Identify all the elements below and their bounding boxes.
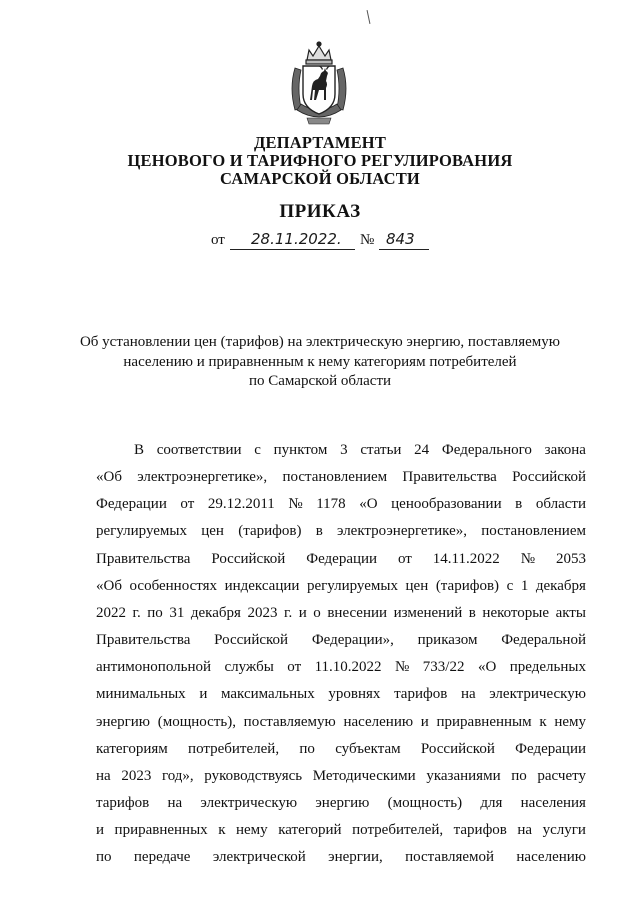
body-word: категориям xyxy=(96,740,168,757)
body-word: приказом xyxy=(417,632,478,649)
body-word: от xyxy=(287,659,302,676)
date-underline xyxy=(230,249,355,250)
body-word: в xyxy=(315,523,323,540)
body-word: ценообразовании xyxy=(391,496,502,513)
body-word: о xyxy=(313,604,321,621)
body-word: № xyxy=(520,550,535,567)
body-line xyxy=(96,736,586,763)
body-word: антимонопольной xyxy=(96,659,211,676)
body-word: по xyxy=(299,740,315,757)
body-word: В xyxy=(134,442,145,458)
body-word: и xyxy=(96,822,105,839)
body-word: индексации xyxy=(224,577,300,594)
body-word: и xyxy=(298,604,307,621)
subject-line: по Самарской области xyxy=(248,373,392,389)
body-word: 11.10.2022 xyxy=(314,659,382,676)
body-word: области xyxy=(535,496,586,513)
body-word: 2022 xyxy=(96,604,126,621)
body-word: с xyxy=(254,442,261,458)
body-word: электрическую xyxy=(489,686,586,703)
body-word: акты xyxy=(555,604,586,621)
date-prefix: от xyxy=(211,232,225,248)
body-word: нему xyxy=(236,822,268,839)
body-word: по xyxy=(511,767,527,784)
body-word: статьи xyxy=(360,442,402,458)
order-title: ПРИКАЗ xyxy=(279,201,361,222)
body-word: «Об xyxy=(96,469,122,486)
body-word: и xyxy=(420,713,429,730)
order-number: 843 xyxy=(386,230,415,248)
scan-mark xyxy=(367,10,371,24)
body-line xyxy=(96,573,586,600)
body-line xyxy=(96,437,586,464)
order-dateline xyxy=(0,230,640,252)
body-word: (тарифов) xyxy=(238,523,302,540)
body-word: по xyxy=(147,604,163,621)
body-line xyxy=(96,546,586,573)
body-word: 3 xyxy=(340,442,348,458)
department-line-3: САМАРСКОЙ ОБЛАСТИ xyxy=(220,169,420,188)
order-body xyxy=(96,437,586,872)
body-word: (мощность), xyxy=(157,713,236,730)
body-line xyxy=(96,464,586,491)
body-word: по xyxy=(96,849,112,866)
body-word: год», xyxy=(161,767,194,784)
body-word: 2053 xyxy=(555,550,586,567)
body-word: Методическими xyxy=(312,767,416,784)
body-word: г. xyxy=(283,604,293,621)
body-line xyxy=(96,518,586,545)
body-line xyxy=(96,763,586,790)
body-word: цен xyxy=(405,577,429,594)
body-word: 2023 xyxy=(121,767,152,784)
body-word: потребителей, xyxy=(352,822,444,839)
body-word: № xyxy=(395,659,410,676)
body-word: на xyxy=(517,822,533,839)
body-word: электроэнергетике», xyxy=(337,523,467,540)
body-word: энергию xyxy=(96,713,151,730)
body-word: Правительства xyxy=(96,632,191,649)
subject-line: Об установлении цен (тарифов) на электрическую энергию, поставляемую xyxy=(79,334,561,350)
body-word: тарифов xyxy=(453,822,507,839)
body-word: 29.12.2011 xyxy=(207,496,275,513)
body-word: № xyxy=(288,496,303,513)
body-word: тарифов xyxy=(394,686,448,703)
body-word: руководствуясь xyxy=(204,767,303,784)
body-word: закона xyxy=(544,442,586,458)
body-word: электрическую xyxy=(200,795,298,812)
body-word: «О xyxy=(477,659,497,676)
body-word: внесении xyxy=(327,604,388,621)
body-line xyxy=(96,817,586,844)
body-word: от xyxy=(398,550,412,567)
body-word: энергию xyxy=(315,795,370,812)
body-line xyxy=(96,681,586,708)
body-line xyxy=(96,627,586,654)
body-word: для xyxy=(480,795,503,812)
body-word: электрической xyxy=(212,849,306,866)
body-word: Правительства xyxy=(402,469,497,486)
body-word: соответствии xyxy=(156,442,242,458)
body-line xyxy=(96,600,586,627)
body-word: и xyxy=(199,686,208,703)
body-word: уровнях xyxy=(328,686,381,703)
body-word: цен xyxy=(201,523,224,540)
body-word: в xyxy=(515,496,523,513)
body-word: регулируемых xyxy=(96,523,187,540)
body-word: с xyxy=(506,577,514,594)
body-word: Федерации», xyxy=(311,632,394,649)
body-line xyxy=(96,709,586,736)
body-word: декабря xyxy=(535,577,586,594)
body-word: передаче xyxy=(133,849,191,866)
body-word: (мощность) xyxy=(387,795,463,812)
number-underline xyxy=(379,249,429,250)
body-word: 733/22 xyxy=(422,659,465,676)
body-word: Правительства xyxy=(96,550,191,567)
body-word: (тарифов) xyxy=(435,577,500,594)
body-word: услуги xyxy=(542,822,586,839)
body-line xyxy=(96,844,586,871)
body-word: тарифов xyxy=(96,795,150,812)
body-word: особенностях xyxy=(129,577,217,594)
body-word: 2023 xyxy=(247,604,278,621)
body-word: субъектам xyxy=(335,740,401,757)
body-word: на xyxy=(167,795,183,812)
body-word: пунктом xyxy=(273,442,328,458)
department-line-2: ЦЕНОВОГО И ТАРИФНОГО РЕГУЛИРОВАНИЯ xyxy=(127,151,513,170)
body-word: 14.11.2022 xyxy=(432,550,500,567)
body-word: постановлением xyxy=(282,469,388,486)
body-word: расчету xyxy=(537,767,586,784)
body-word: декабря xyxy=(190,604,241,621)
body-word: категорий xyxy=(278,822,342,839)
order-subject xyxy=(70,333,570,392)
body-word: к xyxy=(218,822,226,839)
coat-of-arms-icon xyxy=(285,38,353,126)
department-line-1: ДЕПАРТАМЕНТ xyxy=(253,133,387,152)
body-word: 1178 xyxy=(316,496,346,513)
body-word: приравненным xyxy=(436,713,532,730)
subject-line: населению и приравненным к нему категориям потребителей xyxy=(123,353,517,370)
body-word: службы xyxy=(224,659,274,676)
body-word: поставляемой xyxy=(405,849,495,866)
body-word: Федерации xyxy=(96,496,167,513)
body-word: некоторые xyxy=(482,604,550,621)
body-word: минимальных xyxy=(96,686,186,703)
body-word: Федерального xyxy=(441,442,532,458)
body-line xyxy=(96,491,586,518)
body-word: «О xyxy=(359,496,378,513)
body-word: населению xyxy=(516,849,586,866)
body-word: Российской xyxy=(211,550,286,567)
body-word: на xyxy=(460,686,476,703)
body-word: нему xyxy=(554,713,586,730)
body-word: потребителей, xyxy=(188,740,280,757)
body-word: на xyxy=(96,767,111,784)
body-word: указаниями xyxy=(426,767,501,784)
body-word: Федерации xyxy=(306,550,378,567)
body-word: населения xyxy=(520,795,586,812)
body-word: 31 xyxy=(169,604,185,621)
body-line xyxy=(96,790,586,817)
body-word: электроэнергетике», xyxy=(137,469,268,486)
order-date: 28.11.2022. xyxy=(251,230,342,248)
body-word: к xyxy=(539,713,547,730)
body-word: Российской xyxy=(512,469,586,486)
body-word: Федерации xyxy=(515,740,586,757)
body-word: Российской xyxy=(420,740,495,757)
body-word: приравненных xyxy=(114,822,208,839)
body-line xyxy=(96,654,586,681)
body-word: Федеральной xyxy=(501,632,586,649)
body-word: от xyxy=(180,496,195,513)
body-word: населению xyxy=(343,713,414,730)
body-word: максимальных xyxy=(221,686,315,703)
body-word: г. xyxy=(132,604,141,621)
body-word: регулируемых xyxy=(306,577,398,594)
body-word: Российской xyxy=(214,632,289,649)
body-word: «Об xyxy=(96,577,122,594)
body-word: изменений xyxy=(393,604,463,621)
body-word: 1 xyxy=(520,577,529,594)
body-word: поставляемую xyxy=(243,713,336,730)
body-word: постановлением xyxy=(481,523,586,540)
body-word: энергии, xyxy=(328,849,383,866)
body-word: предельных xyxy=(509,659,586,676)
number-prefix: № xyxy=(360,232,375,248)
body-word: в xyxy=(468,604,476,621)
body-word: 24 xyxy=(414,442,430,458)
